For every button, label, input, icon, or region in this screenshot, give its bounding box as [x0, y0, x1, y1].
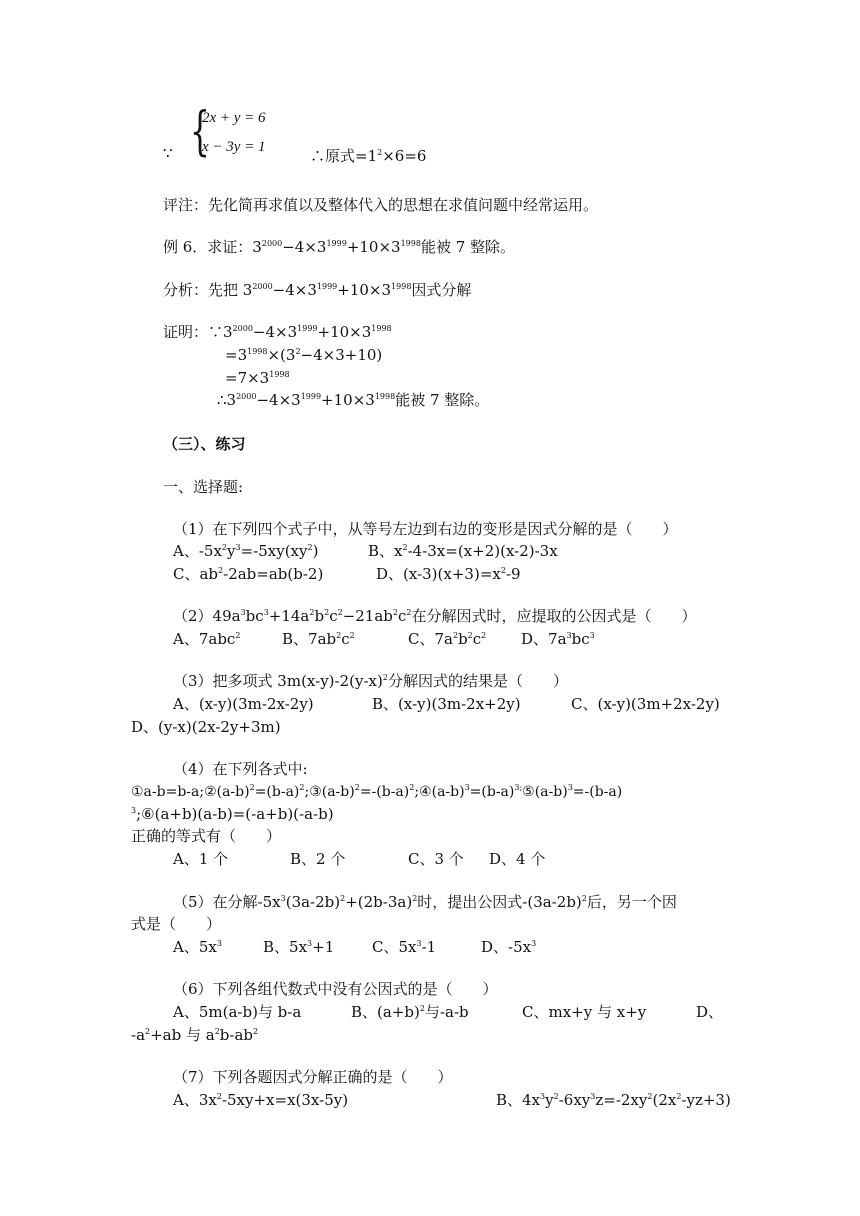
- q4-expressions-line-1: $①a-b=b-a;②(a-b)^2=(b-a)^2;③(a-b)^2=-(b-a)^2;④(a-b)^3=(b-a)^{3;}⑤(a-b)^3=-(b-a)$: [131, 783, 623, 800]
- comment-paragraph: 评注：先化简再求值以及整体代入的思想在求值问题中经常运用。: [163, 196, 599, 214]
- q5-stem-continued: 式是（ ）: [131, 915, 222, 933]
- q2-stem: $(2)49a^3bc^3+14a^2b^2c^2-21ab^2c^2$在分解因式时，应提取的公因式是（ ）: [173, 607, 697, 625]
- q3-option-a: A、(x-y)(3m-2x-2y): [173, 695, 314, 713]
- q1-option-a: A、$-5x^2y^3=-5xy(xy^2)$: [173, 542, 319, 560]
- proof-line-2: $=3^{1998}\times(3^2-4\times 3+10)$: [225, 346, 383, 364]
- q3-option-d: D、(y-x)(2x-2y+3m): [131, 718, 281, 736]
- q3-option-b: B、(x-y)(3m-2x+2y): [372, 695, 521, 713]
- q5-option-d: D、$-5x^3$: [481, 938, 537, 956]
- q4-option-c: C、3 个: [408, 850, 464, 868]
- section-title: （三）、练习: [163, 435, 246, 453]
- q7-stem: （7）下列各题因式分解正确的是（ ）: [173, 1068, 453, 1086]
- q6-stem: （6）下列各组代数式中没有公因式的是（ ）: [173, 980, 498, 998]
- q6-option-d: $-a^2+ab$ 与 $a^2b-ab^2$: [131, 1026, 259, 1044]
- q6-option-c: C、mx+y 与 x+y: [522, 1003, 647, 1021]
- part-title: 一、选择题:: [163, 478, 244, 496]
- q2-option-d: D、$7a^3bc^3$: [521, 630, 595, 648]
- q5-stem: （5）在分解$-5x^3(3a-2b)^2+(2b-3a)^2$时，提出公因式$-(3a-2b)^2$后，另一个因: [173, 893, 677, 911]
- q2-option-c: C、$7a^2b^2c^2$: [408, 630, 487, 648]
- q7-option-a: A、$3x^2-5xy+x=x(3x-5y)$: [173, 1091, 349, 1109]
- q7-option-b: B、$4x^3y^2-6xy^3z=-2xy^2(2x^2-yz+3)$: [496, 1091, 731, 1109]
- q1-option-b: B、$x^2-4-3x=(x+2)(x-2)-3x$: [368, 542, 558, 560]
- q5-option-c: C、$5x^3-1$: [372, 938, 437, 956]
- q4-stem: （4）在下列各式中:: [173, 760, 308, 778]
- q2-option-b: B、$7ab^2c^2$: [282, 630, 355, 648]
- q6-option-d-label: D、: [696, 1003, 724, 1021]
- q4-option-b: B、2 个: [290, 850, 346, 868]
- because-symbol: ∵: [163, 144, 173, 162]
- proof-line-3: $=7\times 3^{1998}$: [225, 369, 290, 387]
- q2-option-a: A、7abc$^2$: [173, 630, 241, 648]
- example-6: 例 6．求证：$3^{2000}-4\times 3^{1999}+10\times 3^{1998}$能被 7 整除。: [163, 238, 516, 256]
- analysis: 分析：先把 $3^{2000}-4\times 3^{1999}+10\times 3^{1998}$因式分解: [163, 281, 472, 299]
- result-line: ∴原式$=1^2\times 6=6$: [310, 147, 427, 165]
- equation-1: 2x + y = 6: [202, 110, 266, 126]
- q3-stem: （3）把多项式 $3m(x-y)-2(y-x)^2$分解因式的结果是（ ）: [173, 672, 568, 690]
- proof-line-4: $\therefore 3^{2000}-4\times 3^{1999}+10\times 3^{1998}$能被 7 整除。: [217, 391, 490, 409]
- q5-option-b: B、$5x^3+1$: [263, 938, 335, 956]
- q6-option-b: B、$(a+b)^2$与-a-b: [351, 1003, 469, 1021]
- q4-prompt: 正确的等式有（ ）: [131, 827, 282, 845]
- q4-expressions-line-2: $^3$;⑥(a+b)(a-b)=(-a+b)(-a-b): [131, 805, 334, 823]
- q3-option-c: C、(x-y)(3m+2x-2y): [571, 695, 720, 713]
- q5-option-a: A、$5x^3$: [173, 938, 222, 956]
- q1-stem: （1）在下列四个式子中，从等号左边到右边的变形是因式分解的是（ ）: [173, 520, 678, 538]
- q1-option-c: C、$ab^2-2ab=ab(b-2)$: [173, 565, 324, 583]
- proof-line-1: 证明：$\because 3^{2000}-4\times 3^{1999}+10\times 3^{1998}$: [163, 323, 392, 341]
- q4-option-a: A、1 个: [173, 850, 229, 868]
- q6-option-a: A、5m(a-b)与 b-a: [173, 1003, 302, 1021]
- equation-2: x − 3y = 1: [202, 139, 266, 155]
- q1-option-d: D、$(x-3)(x+3)=x^2-9$: [376, 565, 521, 583]
- equation-system: [190, 102, 280, 164]
- q4-option-d: D、4 个: [489, 850, 546, 868]
- left-brace: {: [190, 102, 210, 162]
